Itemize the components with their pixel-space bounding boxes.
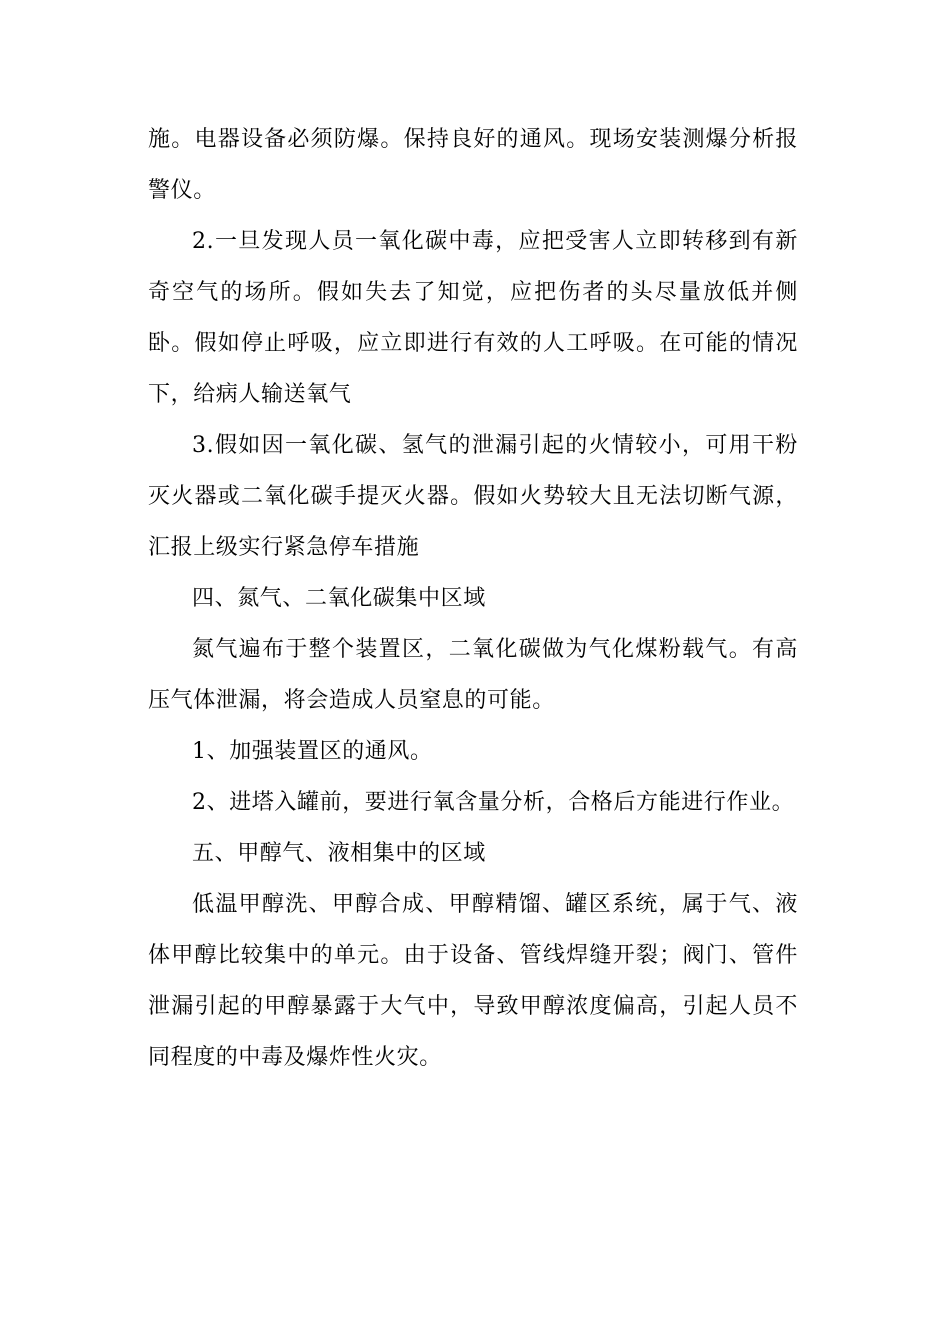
section-heading-methanol: 五、甲醇气、液相集中的区域: [192, 841, 486, 866]
paragraph-methanol-description: 低温甲醇洗、甲醇合成、甲醇精馏、罐区系统，属于气、液体甲醇比较集中的单元。由于设备、管线焊缝开裂；阀门、管件泄漏引起的甲醇暴露于大气中，导致甲醇浓度偏高，引起人员不同程度的中毒及爆炸性火灾。: [148, 892, 798, 1070]
paragraph-item-2-oxygen-analysis: 2、进塔入罐前，要进行氧含量分析，合格后方能进行作业。: [192, 790, 795, 815]
paragraph-continuation: 施。电器设备必须防爆。保持良好的通风。现场安装测爆分析报警仪。: [148, 127, 798, 203]
paragraph-nitrogen-description: 氮气遍布于整个装置区，二氧化碳做为气化煤粉载气。有高压气体泄漏，将会造成人员窒息的可能。: [148, 637, 798, 713]
document-body: [148, 114, 798, 1083]
paragraph-item-2-co-poisoning: 2.一旦发现人员一氧化碳中毒，应把受害人立即转移到有新奇空气的场所。假如失去了知觉，应把伤者的头尽量放低并侧卧。假如停止呼吸，应立即进行有效的人工呼吸。在可能的情况下，给病人输送氧气: [148, 229, 798, 407]
paragraph-item-3-fire: 3.假如因一氧化碳、氢气的泄漏引起的火情较小，可用干粉灭火器或二氧化碳手提灭火器。假如火势较大且无法切断气源，汇报上级实行紧急停车措施: [148, 433, 798, 560]
section-heading-nitrogen-co2: 四、氮气、二氧化碳集中区域: [192, 586, 486, 611]
paragraph-item-1-ventilation: 1、加强装置区的通风。: [192, 739, 433, 764]
